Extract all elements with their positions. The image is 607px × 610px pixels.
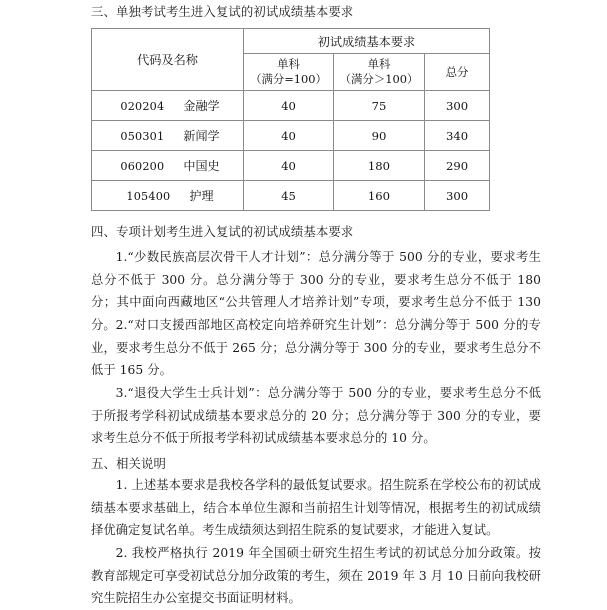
major-name: 新闻学	[183, 129, 220, 143]
header-single-subject-100-line1: 单科	[277, 57, 300, 71]
section-heading-three: 三、单独考试考生进入复试的初试成绩基本要求	[91, 4, 354, 19]
cell-total: 340	[425, 121, 490, 151]
header-single-subject-over100	[334, 54, 425, 91]
section-heading-four: 四、专项计划考生进入复试的初试成绩基本要求	[91, 224, 354, 239]
cell-single-100: 40	[244, 121, 334, 151]
major-name: 护理	[189, 189, 214, 203]
cell-single-over100: 90	[334, 121, 425, 151]
major-code: 060200	[120, 160, 165, 173]
major-name: 金融学	[183, 99, 220, 113]
header-total-score	[425, 54, 490, 91]
cell-single-100: 40	[244, 91, 334, 121]
header-single-subject-over100-line1: 单科	[367, 57, 391, 71]
cell-single-over100: 160	[334, 181, 425, 211]
score-requirements-table	[91, 28, 490, 211]
paragraph-four-item-3: 3.“退役大学生士兵计划”：总分满分等于 500 分的专业，要求考生总分不低于所报考学科初试成绩基本要求总分的 20 分；总分满分等于 300 分的专业，要求考生总分不低于所报考学科初试成绩基本要求总分的 10 分。	[91, 386, 541, 446]
major-code: 105400	[126, 190, 171, 203]
paragraph-four-item-1: 1.“少数民族高层次骨干人才计划”：总分满分等于 500 分的专业，要求考生总分不低于 300 分。总分满分等于 300 分的专业，要求考生总分不低于 180 分；其中面向西藏地区“公共管理人才培养计划”专项，要求考生总分不低于 130 分。	[91, 250, 541, 332]
header-single-subject-100-line2: （满分=100）	[250, 72, 327, 86]
table-row	[92, 181, 490, 211]
cell-total: 290	[425, 151, 490, 181]
cell-single-100: 45	[244, 181, 334, 211]
table-row	[92, 121, 490, 151]
paragraph-five-item-1: 1. 上述基本要求是我校各学科的最低复试要求。招生院系在学校公布的初试成绩基本要求基础上，结合本单位生源和当前招生计划等情况，根据考生的初试成绩择优确定复试名单。考生成绩须达到招生院系的复试要求，才能进入复试。	[91, 478, 541, 538]
major-name: 中国史	[183, 159, 220, 173]
cell-single-100: 40	[244, 151, 334, 181]
table-header-row-1	[92, 29, 490, 54]
header-total-score-line1: 总分	[445, 64, 469, 79]
header-score-group: 初试成绩基本要求	[244, 29, 490, 54]
cell-total: 300	[425, 181, 490, 211]
cell-major	[92, 151, 244, 181]
major-code: 020204	[120, 100, 165, 113]
paragraph-four-item-2: 2.“对口支援西部地区高校定向培养研究生计划”：总分满分等于 500 分的专业，要求考生总分不低于 265 分；总分满分等于 300 分的专业，要求考生总分不低于 165 分。	[91, 318, 541, 378]
major-code: 050301	[120, 130, 165, 143]
table-body	[92, 91, 490, 211]
cell-major	[92, 121, 244, 151]
table-row	[92, 151, 490, 181]
header-single-subject-over100-line2: （满分＞100）	[339, 72, 419, 86]
cell-single-over100: 180	[334, 151, 425, 181]
cell-single-over100: 75	[334, 91, 425, 121]
section-heading-five: 五、相关说明	[91, 456, 166, 471]
paragraph-five-item-2: 2. 我校严格执行 2019 年全国硕士研究生招生考试的初试总分加分政策。按教育部规定可享受初试总分加分政策的考生，须在 2019 年 3 月 10 日前向我校研究生院招生办公室提交书面证明材料。	[91, 546, 541, 606]
cell-major	[92, 91, 244, 121]
table-row	[92, 91, 490, 121]
cell-total: 300	[425, 91, 490, 121]
table-header	[92, 29, 490, 91]
cell-major	[92, 181, 244, 211]
header-single-subject-100	[244, 54, 334, 91]
header-code-and-name: 代码及名称	[92, 29, 244, 91]
